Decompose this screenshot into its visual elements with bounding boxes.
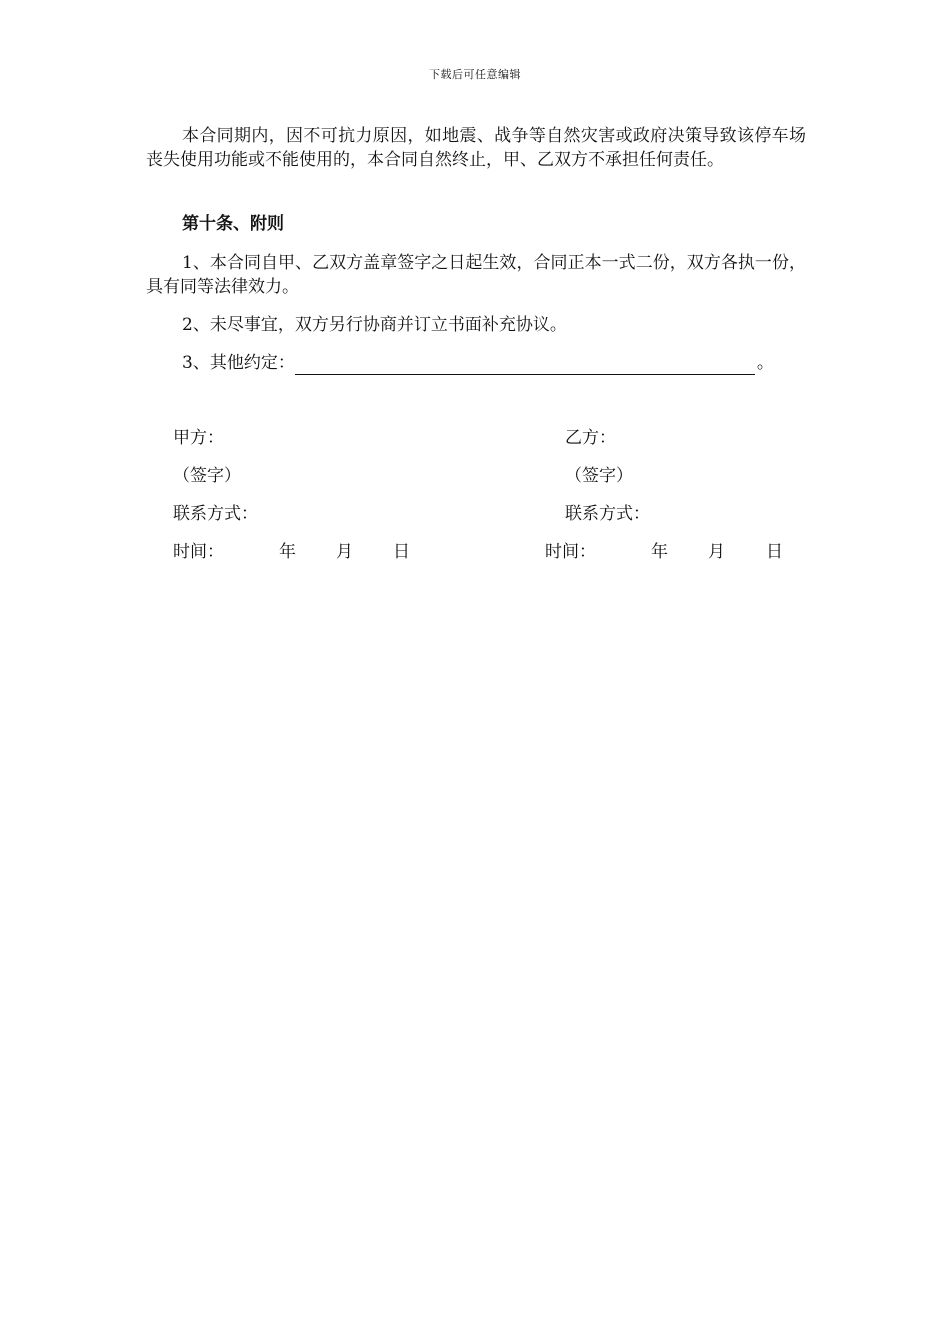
party-a-name-label: 甲方： [173,428,224,448]
force-majeure-clause [146,124,806,172]
item-3-label: 3、其他约定： [182,353,295,373]
party-b-year-unit: 年 [651,542,668,562]
other-terms-blank-line [295,357,755,375]
article-10-item-3 [146,351,806,375]
party-b-time-label: 时间： [545,542,596,562]
party-a-month-unit: 月 [336,542,353,562]
article-10-title: 第十条、附则 [182,214,284,234]
item-2-text: 2、未尽事宜，双方另行协商并订立书面补充协议。 [182,315,567,335]
item-3-end: 。 [756,353,774,373]
page-header-note: 下载后可任意编辑 [429,68,521,81]
party-b-month-unit: 月 [708,542,725,562]
article-10-item-2 [146,313,806,337]
party-b-contact-label: 联系方式： [565,504,650,524]
party-a-sign-label: （签字） [173,466,241,486]
item-1-text: 1、本合同自甲、乙双方盖章签字之日起生效，合同正本一式二份，双方各执一份，具有同等法律效力。 [146,253,806,297]
article-10-item-1 [146,251,806,299]
party-a-time-label: 时间： [173,542,224,562]
party-a-year-unit: 年 [279,542,296,562]
party-b-day-unit: 日 [766,542,783,562]
party-b-name-label: 乙方： [565,428,616,448]
article-10-heading [146,212,806,236]
party-b-sign-label: （签字） [565,466,633,486]
party-a-day-unit: 日 [393,542,410,562]
force-majeure-text: 本合同期内，因不可抗力原因，如地震、战争等自然灾害或政府决策导致该停车场丧失使用功能或不能使用的，本合同自然终止，甲、乙双方不承担任何责任。 [146,126,806,170]
party-a-contact-label: 联系方式： [173,504,258,524]
